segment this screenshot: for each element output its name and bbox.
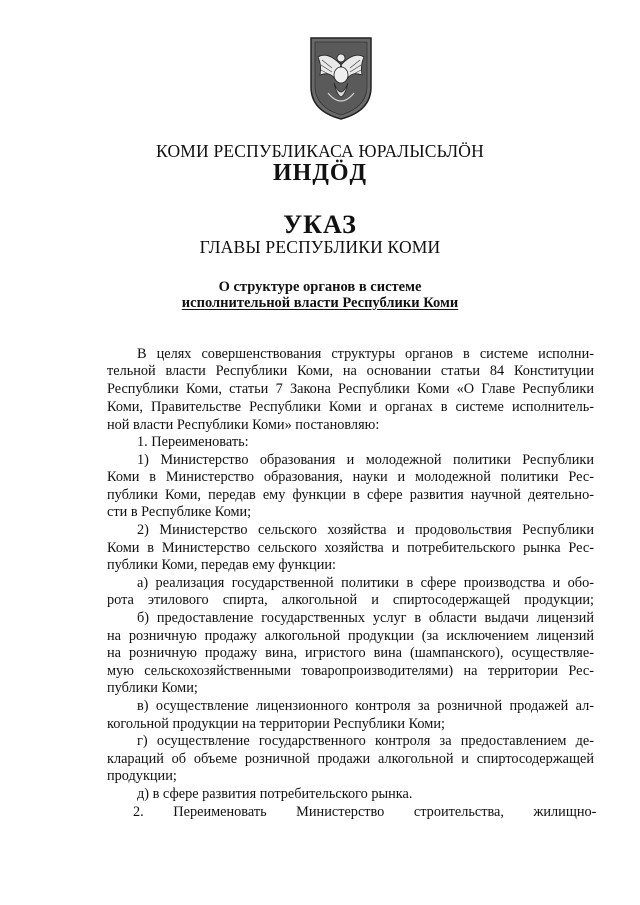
decree-title: УКАЗ (283, 210, 357, 239)
komi-republic-title: КОМИ РЕСПУБЛИКАСА ЮРАЛЫСЬЛÖН (156, 141, 484, 161)
body-line: а) реализация государственной политики в сфере производства и обо- (137, 575, 594, 591)
body-line: 2) Министерство сельского хозяйства и продовольствия Республики (137, 522, 594, 538)
body-line: публики Коми, передав ему функции в сфере развития научной деятельно- (107, 487, 594, 503)
body-line: на розничную продажу алкогольной продукции (за исключением лицензий (107, 628, 594, 644)
komi-coat-of-arms-emblem (308, 35, 374, 121)
body-line: клараций об объеме розничной продажи алкогольной и спиртосодержащей (107, 751, 594, 767)
body-line: когольной продукции на территории Республики Коми; (107, 716, 445, 732)
body-line: 1) Министерство образования и молодежной политики Республики (137, 452, 594, 468)
body-line: публики Коми; (107, 680, 198, 696)
komi-decree-title: ИНДÖД (272, 160, 368, 186)
body-line: сти в Республике Коми; (107, 504, 252, 520)
decree-subject-line-2-text: исполнительной власти Республики Коми (181, 295, 459, 311)
decree-subject-line-1: О структуре органов в системе (218, 279, 422, 295)
body-line: 2. Переименовать Министерство строительства, жилищно- (133, 804, 597, 820)
body-line: мую сельскохозяйственными товаропроизводителями) на территории Рес- (107, 663, 594, 679)
body-line: публики Коми, передав ему функции: (107, 557, 336, 573)
body-line: Коми в Министерство сельского хозяйства и потребительского рынка Рес- (107, 540, 594, 556)
body-line: Республики Коми, статьи 7 Закона Республики Коми «О Главе Республики (107, 381, 594, 397)
body-line: г) осуществление государственного контроля за предоставлением де- (137, 733, 594, 749)
body-line: Коми, Правительстве Республики Коми и органах в системе исполнитель- (107, 399, 594, 415)
body-line: ной власти Республики Коми» постановляю: (107, 417, 380, 433)
body-line: на розничную продажу вина, игристого вина (шампанского), осуществляе- (107, 645, 594, 661)
body-line: продукции; (107, 768, 177, 784)
body-line: б) предоставление государственных услуг в области выдачи лицензий (137, 610, 594, 626)
body-line: д) в сфере развития потребительского рынка. (137, 786, 413, 802)
body-line: рота этилового спирта, алкогольной и спиртосодержащей продукции; (107, 592, 594, 608)
body-line: В целях совершенствования структуры органов в системе исполни- (137, 346, 594, 362)
decree-subject-line-2 (0, 295, 640, 312)
body-line: в) осуществление лицензионного контроля за розничной продажей ал- (137, 698, 594, 714)
body-line: 1. Переименовать: (137, 434, 249, 450)
decree-issuer: ГЛАВЫ РЕСПУБЛИКИ КОМИ (199, 237, 441, 257)
body-line: тельной власти Республики Коми, на основании статьи 84 Конституции (107, 363, 594, 379)
body-line: Коми в Министерство образования, науки и молодежной политики Рес- (107, 469, 594, 485)
